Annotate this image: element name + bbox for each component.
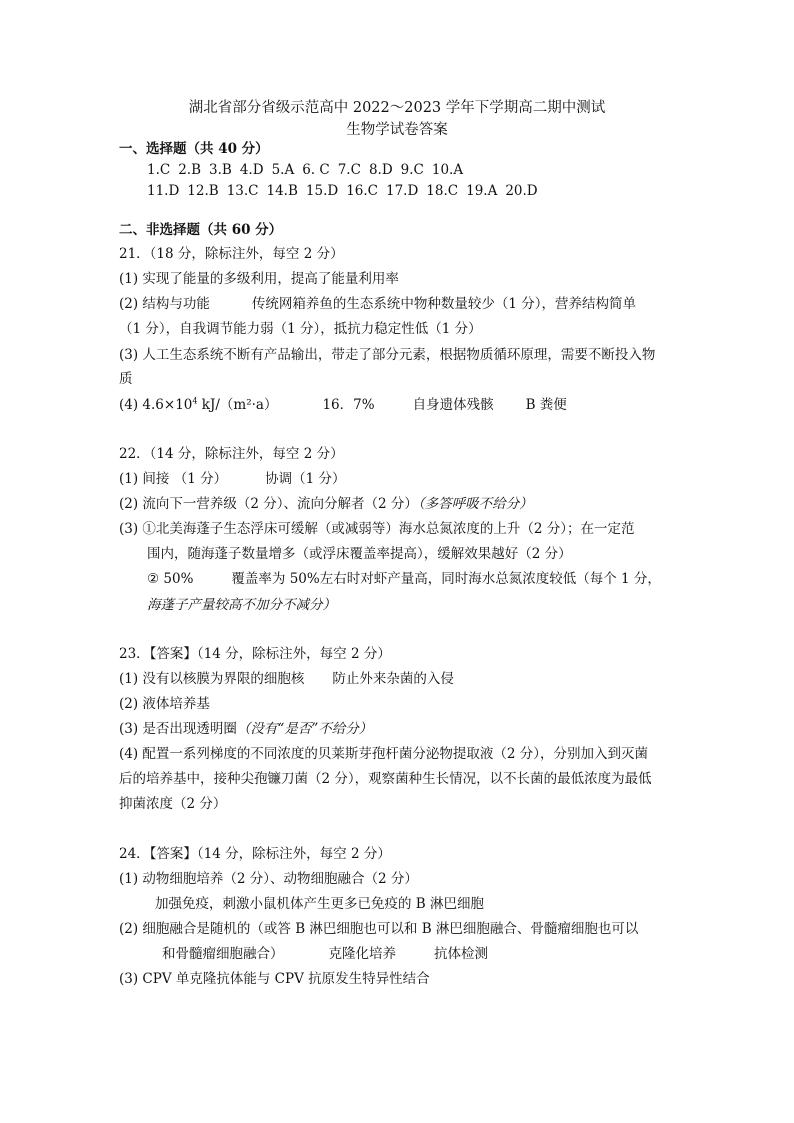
q22-answer-1 <box>119 470 345 488</box>
q22-answer-3-sub2 <box>147 570 661 588</box>
q23-header: 23．【答案】（14 分，除标注外，每空 2 分） <box>119 646 391 662</box>
q21-answer-3-cont: 质 <box>119 371 133 387</box>
q22-answer-2-note: （多答呼吸不给分） <box>417 496 533 512</box>
q23-answer-3-note: （没有“是否”不给分） <box>236 721 373 737</box>
q23-answer-3-main: (3) 是否出现透明圈 <box>119 721 237 737</box>
q24-answer-2-cont-part3: 抗体检测 <box>434 946 488 962</box>
q23-answer-4-cont: 后的培养基中，接种尖孢镰刀菌（2 分），观察菌种生长情况，以不长菌的最低浓度为最低 <box>119 771 652 787</box>
q23-answer-2: (2) 液体培养基 <box>119 696 210 712</box>
mc-answer: 15.D <box>305 183 339 199</box>
q23-answer-1-part2: 防止外来杂菌的入侵 <box>332 671 454 687</box>
mc-answer: 12.B <box>187 183 219 199</box>
mc-answer: 7.C <box>337 162 361 178</box>
mc-answer: 18.C <box>426 183 459 199</box>
mc-answer: 16.C <box>346 183 378 199</box>
mc-answer: 10.A <box>431 162 464 178</box>
mc-answer: 6. C <box>302 162 330 178</box>
mc-answer: 4.D <box>239 162 264 178</box>
q23-answer-3 <box>119 720 372 738</box>
q23-answer-4: (4) 配置一系列梯度的不同浓度的贝莱斯芽孢杆菌分泌物提取液（2 分），分别加入到灭菌 <box>119 746 649 762</box>
q22-answer-3-sub2-value: ② 50% <box>147 571 194 587</box>
page-title: 湖北省部分省级示范高中 2022～2023 学年下学期高二期中测试 <box>188 100 606 116</box>
q22-answer-3-sub2-text: 覆盖率为 50%左右时对虾产量高，同时海水总氮浓度较低（每个 1 分， <box>231 571 661 587</box>
q24-answer-2-cont <box>162 945 488 963</box>
mc-answer: 3.B <box>209 162 232 178</box>
q23-answer-4-cont2: 抑菌浓度（2 分） <box>119 796 227 812</box>
mc-answer: 13.C <box>226 183 259 199</box>
mc-answer: 5.A <box>271 162 295 178</box>
q21-answer-2-part1: (2) 结构与功能 <box>119 296 210 312</box>
q22-header: 22．（14 分，除标注外，每空 2 分） <box>119 446 344 462</box>
mc-answer: 20.D <box>505 183 538 199</box>
mc-answer: 8.D <box>368 162 393 178</box>
q22-answer-1-part1: (1) 间接 （1 分） <box>119 471 228 487</box>
mc-answer: 19.A <box>466 183 498 199</box>
mc-answer: 1.C <box>147 162 171 178</box>
q24-answer-1: (1) 动物细胞培养（2 分）、动物细胞融合（2 分） <box>119 871 418 887</box>
q24-answer-1-cont: 加强免疫，刺激小鼠机体产生更多已免疫的 B 淋巴细胞 <box>155 896 485 912</box>
q21-answer-4-remains: 自身遗体残骸 <box>412 397 494 413</box>
q21-answer-1: (1) 实现了能量的多级利用，提高了能量利用率 <box>119 271 399 287</box>
q21-answer-4-exponent: 4 <box>192 396 198 406</box>
page-subtitle: 生物学试卷答案 <box>346 122 448 138</box>
q22-answer-3-note: 海蓬子产量较高不加分不减分） <box>147 597 336 613</box>
section-heading-nonchoice: 二、非选择题（共 60 分） <box>119 222 283 238</box>
q24-answer-2-cont-part2: 克隆化培养 <box>328 946 396 962</box>
q22-answer-2-main: (2) 流向下一营养级（2 分）、流向分解者（2 分） <box>119 496 418 512</box>
mc-answer: 17.D <box>386 183 419 199</box>
q21-answer-3: (3) 人工生态系统不断有产品输出，带走了部分元素，根据物质循环原理，需要不断投入物 <box>119 347 656 363</box>
q22-answer-1-part2: 协调（1 分） <box>265 471 346 487</box>
q21-answer-4-percent: 16．7% <box>322 397 375 413</box>
mc-answer: 2.B <box>178 162 202 178</box>
mc-answers-row-2 <box>147 182 546 200</box>
q22-answer-3-cont: 围内，随海蓬子数量增多（或浮床覆盖率提高），缓解效果越好（2 分） <box>147 546 572 562</box>
q21-answer-4-unit: kJ/（m²·a） <box>197 397 278 413</box>
q21-header: 21．（18 分，除标注外，每空 2 分） <box>119 246 344 262</box>
q23-answer-1 <box>119 670 454 688</box>
q24-answer-2: (2) 细胞融合是随机的（或答 B 淋巴细胞也可以和 B 淋巴细胞融合、骨髓瘤细胞也可以 <box>119 921 639 937</box>
q21-answer-4 <box>119 396 567 414</box>
mc-answer: 9.C <box>400 162 424 178</box>
mc-answers-row-1 <box>147 161 471 179</box>
q24-answer-3: (3) CPV 单克隆抗体能与 CPV 抗原发生特异性结合 <box>119 971 430 987</box>
section-heading-choice: 一、选择题（共 40 分） <box>119 141 269 157</box>
q21-answer-2 <box>119 295 636 313</box>
q22-answer-2 <box>119 495 533 513</box>
q21-answer-2-cont: （1 分），自我调节能力弱（1 分），抵抗力稳定性低（1 分） <box>119 321 482 337</box>
q21-answer-4-value: (4) 4.6×10 <box>119 397 193 413</box>
q22-answer-3: (3) ①北美海蓬子生态浮床可缓解（或减弱等）海水总氮浓度的上升（2 分）；在一定范 <box>119 521 635 537</box>
q24-header: 24．【答案】（14 分，除标注外，每空 2 分） <box>119 846 391 862</box>
q24-answer-2-cont-part1: 和骨髓瘤细胞融合） <box>162 946 284 962</box>
mc-answer: 11.D <box>147 183 180 199</box>
q21-answer-4-feces: B 粪便 <box>525 397 567 413</box>
q23-answer-1-part1: (1) 没有以核膜为界限的细胞核 <box>119 671 305 687</box>
mc-answer: 14.B <box>266 183 298 199</box>
q21-answer-2-part2: 传统网箱养鱼的生态系统中物种数量较少（1 分），营养结构简单 <box>251 296 637 312</box>
